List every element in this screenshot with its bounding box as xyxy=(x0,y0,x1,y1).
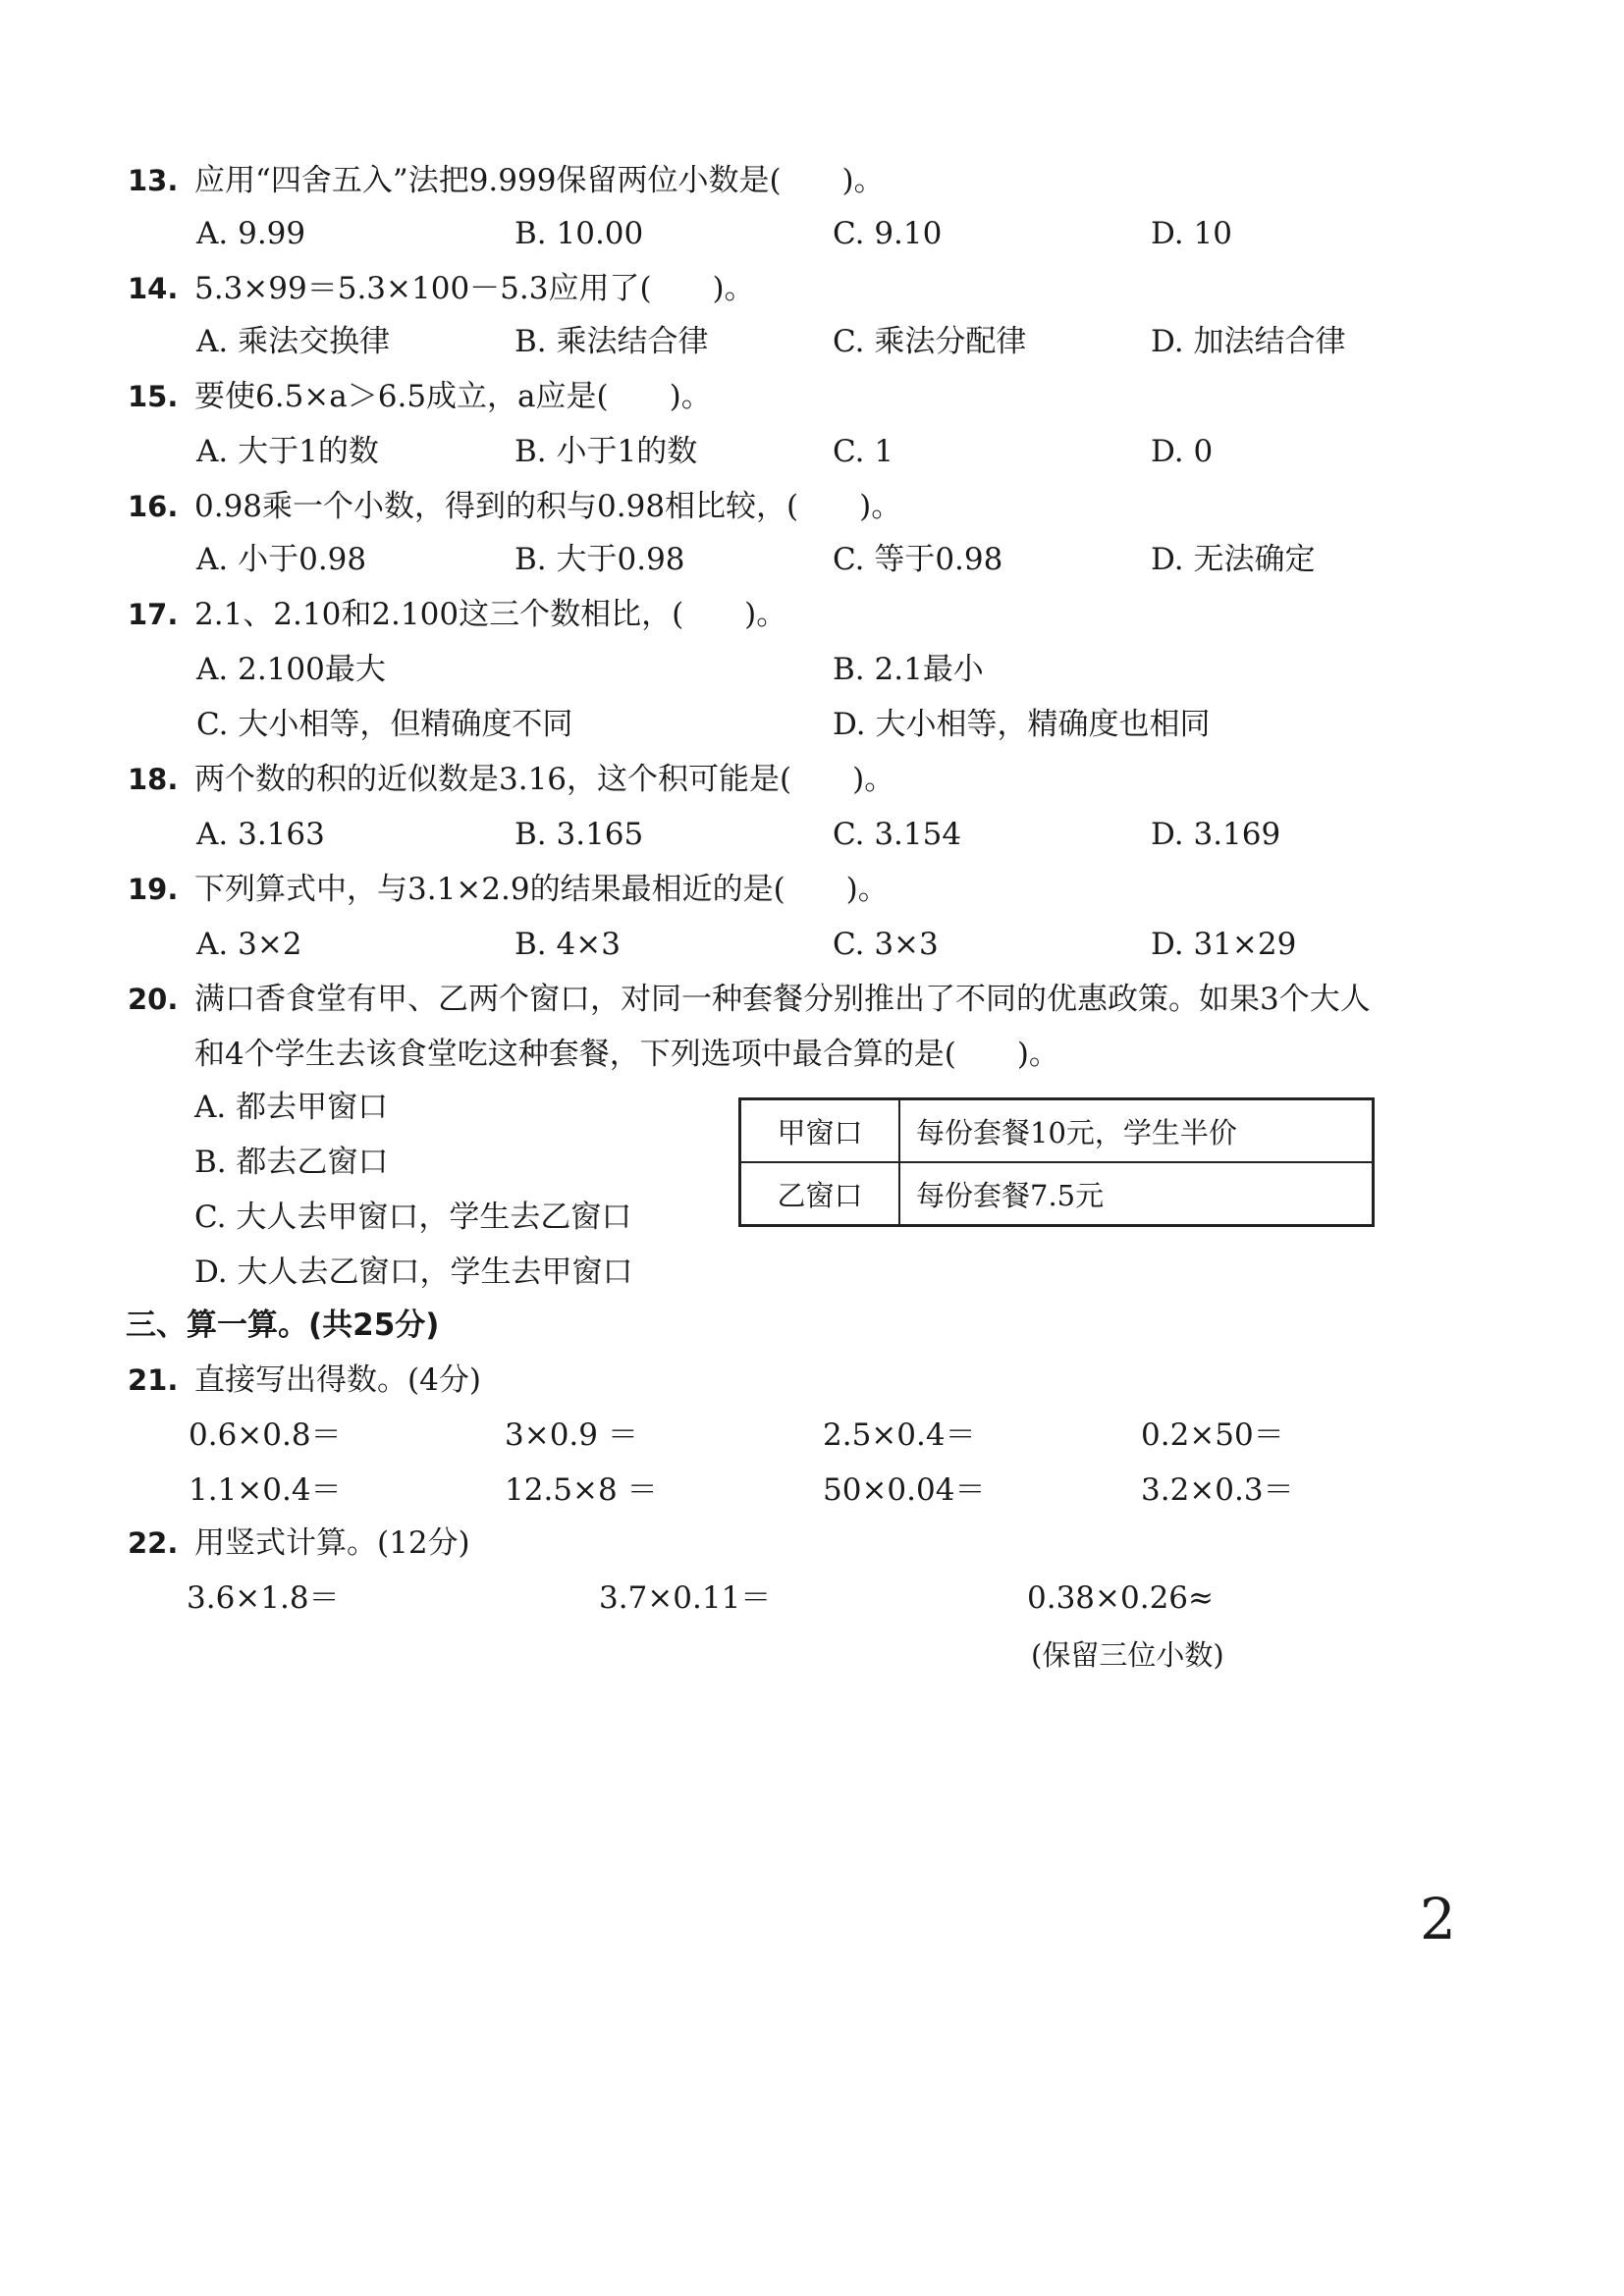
question-stem-line-2: 和4个学生去该食堂吃这种套餐，下列选项中最合算的是( )。 xyxy=(194,1037,1059,1072)
rounding-note: (保留三位小数) xyxy=(1031,1638,1224,1672)
calc-item: 0.2×50＝ xyxy=(1141,1417,1284,1453)
calc-item: 0.38×0.26≈ xyxy=(1027,1580,1214,1616)
table-row xyxy=(740,1162,1374,1226)
option-d: D. 10 xyxy=(1151,216,1232,251)
question-stem: 满口香食堂有甲、乙两个窗口，对同一种套餐分别推出了不同的优惠政策。如果3个大人 xyxy=(194,982,1371,1017)
option-d: D. 无法确定 xyxy=(1151,542,1316,577)
option-b: B. 大于0.98 xyxy=(514,542,685,577)
option-d: D. 大人去乙窗口，学生去甲窗口 xyxy=(194,1255,633,1290)
window-policy-table xyxy=(738,1097,1375,1227)
question-stem: 2.1、2.10和2.100这三个数相比，( )。 xyxy=(194,597,787,632)
question-number: 20. xyxy=(128,983,179,1016)
option-d: D. 31×29 xyxy=(1151,927,1297,962)
calc-item: 1.1×0.4＝ xyxy=(189,1472,342,1508)
option-b: B. 小于1的数 xyxy=(514,434,698,469)
calc-item: 3×0.9 ＝ xyxy=(505,1417,638,1453)
window-policy: 每份套餐7.5元 xyxy=(899,1162,1374,1226)
question-stem: 直接写出得数。(4分) xyxy=(194,1362,481,1398)
option-d: D. 加法结合律 xyxy=(1151,324,1346,359)
option-c: C. 乘法分配律 xyxy=(833,324,1027,359)
window-policy: 每份套餐10元，学生半价 xyxy=(899,1099,1374,1163)
option-a: A. 大于1的数 xyxy=(196,434,379,469)
question-stem: 两个数的积的近似数是3.16，这个积可能是( )。 xyxy=(194,762,895,797)
page-number: 2 xyxy=(1420,1886,1456,1952)
calc-item: 50×0.04＝ xyxy=(823,1472,986,1508)
calc-item: 12.5×8 ＝ xyxy=(505,1472,658,1508)
option-c: C. 大人去甲窗口，学生去乙窗口 xyxy=(194,1200,632,1235)
option-a: A. 小于0.98 xyxy=(196,542,367,577)
question-number: 13. xyxy=(128,164,179,197)
option-b: B. 3.165 xyxy=(514,817,644,852)
calc-item: 2.5×0.4＝ xyxy=(823,1417,976,1453)
question-stem: 0.98乘一个小数，得到的积与0.98相比较，( )。 xyxy=(194,489,902,524)
question-number: 18. xyxy=(128,763,179,796)
window-name: 甲窗口 xyxy=(740,1099,900,1163)
option-b: B. 4×3 xyxy=(514,927,621,962)
question-number: 16. xyxy=(128,490,179,523)
question-stem: 要使6.5×a＞6.5成立，a应是( )。 xyxy=(194,379,712,414)
calc-item: 3.2×0.3＝ xyxy=(1141,1472,1294,1508)
option-a: A. 9.99 xyxy=(196,216,306,251)
question-stem: 应用“四舍五入”法把9.999保留两位小数是( )。 xyxy=(194,163,885,198)
option-c: C. 等于0.98 xyxy=(833,542,1003,577)
question-number: 22. xyxy=(128,1526,179,1560)
option-b: B. 10.00 xyxy=(514,216,644,251)
option-c: C. 大小相等，但精确度不同 xyxy=(196,707,573,742)
question-stem: 下列算式中，与3.1×2.9的结果最相近的是( )。 xyxy=(194,872,889,907)
option-a: A. 都去甲窗口 xyxy=(194,1090,389,1125)
question-number: 14. xyxy=(128,272,179,305)
calc-item: 0.6×0.8＝ xyxy=(189,1417,342,1453)
calc-item: 3.6×1.8＝ xyxy=(187,1580,340,1616)
question-number: 17. xyxy=(128,598,179,631)
option-b: B. 都去乙窗口 xyxy=(194,1145,389,1180)
window-name: 乙窗口 xyxy=(740,1162,900,1226)
option-d: D. 3.169 xyxy=(1151,817,1281,852)
calc-item: 3.7×0.11＝ xyxy=(599,1580,772,1616)
option-d: D. 大小相等，精确度也相同 xyxy=(833,707,1211,742)
section-title: 三、算一算。(共25分) xyxy=(126,1308,440,1343)
option-c: C. 3×3 xyxy=(833,927,939,962)
option-a: A. 3×2 xyxy=(196,927,302,962)
option-c: C. 1 xyxy=(833,434,894,469)
option-b: B. 乘法结合律 xyxy=(514,324,709,359)
question-number: 19. xyxy=(128,873,179,906)
option-c: C. 3.154 xyxy=(833,817,962,852)
option-a: A. 2.100最大 xyxy=(196,652,386,687)
option-b: B. 2.1最小 xyxy=(833,652,984,687)
table-row xyxy=(740,1099,1374,1163)
question-number: 15. xyxy=(128,380,179,413)
question-stem: 5.3×99＝5.3×100－5.3应用了( )。 xyxy=(194,271,755,306)
question-stem: 用竖式计算。(12分) xyxy=(194,1525,470,1561)
option-c: C. 9.10 xyxy=(833,216,943,251)
question-number: 21. xyxy=(128,1363,179,1397)
option-d: D. 0 xyxy=(1151,434,1214,469)
option-a: A. 3.163 xyxy=(196,817,325,852)
option-a: A. 乘法交换律 xyxy=(196,324,391,359)
